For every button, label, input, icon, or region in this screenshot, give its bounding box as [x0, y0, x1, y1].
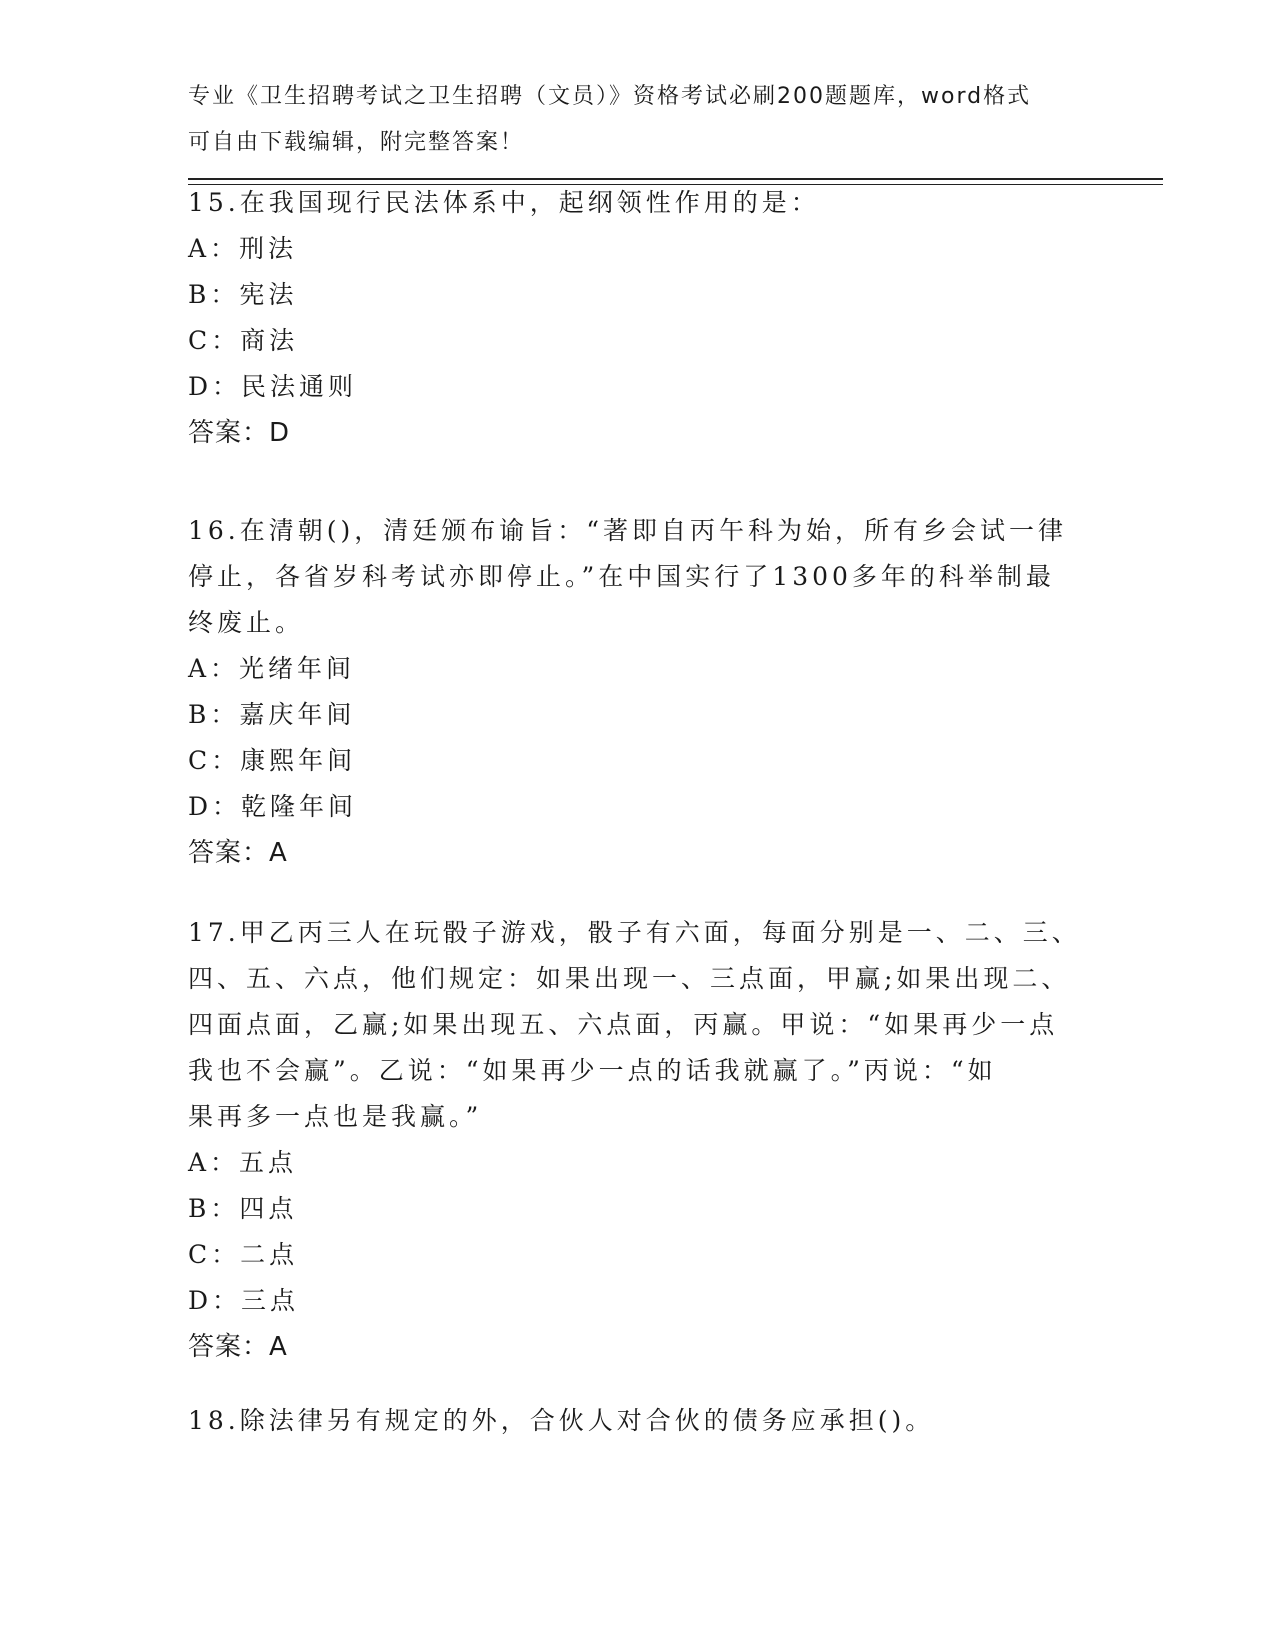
- option-b: B：宪法: [188, 280, 298, 309]
- question-stem-line: 四、五、六点，他们规定：如果出现一、三点面，甲赢;如果出现二、: [188, 964, 1071, 993]
- question-stem-line: 18.除法律另有规定的外，合伙人对合伙的债务应承担()。: [188, 1406, 935, 1435]
- answer-label: 答案：D: [188, 418, 291, 448]
- header-line-1: 专业《卫生招聘考试之卫生招聘（文员）》资格考试必刷200题题库，word格式: [188, 84, 1032, 109]
- question-stem-line: 四面点面，乙赢;如果出现五、六点面，丙赢。甲说：“如果再少一点: [188, 1010, 1059, 1039]
- answer-label: 答案：A: [188, 1332, 288, 1362]
- question-stem-line: 17.甲乙丙三人在玩骰子游戏，骰子有六面，每面分别是一、二、三、: [188, 918, 1081, 947]
- option-a: A：五点: [188, 1148, 298, 1177]
- question-stem-line: 停止，各省岁科考试亦即停止。”在中国实行了1300多年的科举制最: [188, 562, 1055, 591]
- option-a: A：光绪年间: [188, 654, 356, 683]
- option-a: A：刑法: [188, 234, 298, 263]
- option-d: D：三点: [188, 1286, 300, 1315]
- question-stem-line: 果再多一点也是我赢。”: [188, 1102, 483, 1131]
- option-c: C：康熙年间: [188, 746, 357, 775]
- header-line-2: 可自由下载编辑，附完整答案！: [188, 130, 525, 155]
- option-c: C：二点: [188, 1240, 299, 1269]
- document-header: [188, 74, 1078, 166]
- question-stem-line: 15.在我国现行民法体系中，起纲领性作用的是：: [188, 188, 820, 217]
- question-16: [188, 508, 1088, 876]
- question-stem-line: 16.在清朝()，清廷颁布谕旨：“著即自丙午科为始，所有乡会试一律: [188, 516, 1068, 545]
- option-b: B：嘉庆年间: [188, 700, 356, 729]
- question-stem-line: 我也不会赢”。乙说：“如果再少一点的话我就赢了。”丙说：“如: [188, 1056, 997, 1085]
- option-d: D：乾隆年间: [188, 792, 358, 821]
- question-18: [188, 1398, 1088, 1444]
- question-15: [188, 180, 1088, 456]
- option-d: D：民法通则: [188, 372, 358, 401]
- question-17: [188, 910, 1088, 1370]
- option-b: B：四点: [188, 1194, 298, 1223]
- question-stem-line: 终废止。: [188, 608, 305, 637]
- answer-label: 答案：A: [188, 838, 288, 868]
- option-c: C：商法: [188, 326, 299, 355]
